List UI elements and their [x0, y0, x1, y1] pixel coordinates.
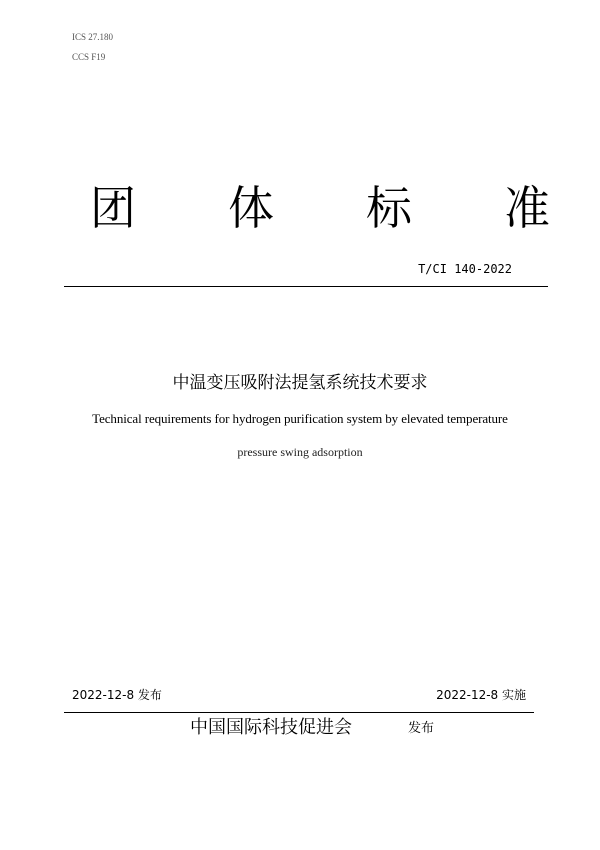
heading-char-2: 体 — [228, 181, 274, 235]
heading-char-4: 准 — [504, 181, 550, 235]
group-standard-heading — [90, 178, 550, 238]
heading-char-1: 团 — [90, 181, 136, 235]
publisher-name: 中国国际科技促进会 — [190, 717, 352, 738]
heading-char-3: 标 — [366, 181, 412, 235]
ics-code: ICS 27.180 — [72, 32, 114, 42]
ccs-code: CCS F19 — [72, 52, 106, 62]
implementation-date: 2022-12-8 实施 — [436, 688, 526, 702]
title-chinese: 中温变压吸附法提氢系统技术要求 — [172, 373, 428, 393]
standard-number: T/CI 140-2022 — [418, 262, 512, 276]
bottom-divider — [64, 712, 534, 713]
issue-date: 2022-12-8 发布 — [72, 688, 162, 702]
title-english-line1: Technical requirements for hydrogen purification system by elevated temperature — [92, 411, 508, 426]
top-divider — [64, 286, 548, 287]
title-english-line2: pressure swing adsorption — [237, 445, 363, 459]
publisher-action: 发布 — [408, 721, 435, 736]
